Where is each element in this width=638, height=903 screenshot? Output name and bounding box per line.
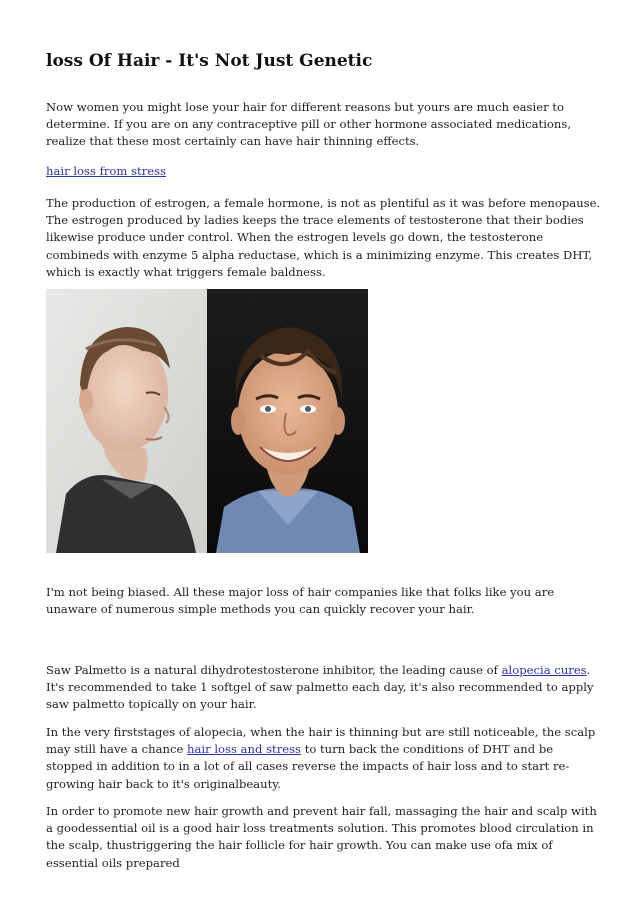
hair-loss-from-stress-link[interactable]: hair loss from stress (46, 164, 166, 178)
link-paragraph (46, 163, 602, 180)
saw-palmetto-paragraph (46, 662, 602, 714)
saw-palmetto-text-after: . It's recommended to take 1 softgel of saw palmetto each day, it's also recommended to apply saw palmetto topically on your hair. (46, 663, 594, 712)
alopecia-cures-link[interactable]: alopecia cures (501, 663, 587, 677)
massage-paragraph: In order to promote new hair growth and prevent hair fall, massaging the hair and scalp with a goodessential oil is a good hair loss treatments solution. This promotes blood circulation in the scalp, thustriggering the hair follicle for hair growth. You can make use ofa mix of essential oils prepared (46, 804, 597, 870)
hair-loss-and-stress-link[interactable]: hair loss and stress (187, 742, 302, 757)
before-after-photo (46, 289, 368, 553)
saw-palmetto-text-before: Saw Palmetto is a natural dihydrotestosterone inhibitor, the leading cause of (46, 663, 502, 677)
estrogen-paragraph: The production of estrogen, a female hormone, is not as plentiful as it was before menopause. The estrogen produced by ladies keeps the trace elements of testosterone that their bodies likewise produce under control. When the estrogen levels go down, the testosterone combineds with enzyme 5 alpha reductase, which is a minimizing enzyme. This creates DHT, which is exactly what triggers female baldness. (46, 196, 601, 279)
before-after-illustration (46, 289, 368, 553)
page-title: loss Of Hair - It's Not Just Genetic (46, 51, 373, 71)
alopecia-stages-paragraph (46, 724, 602, 793)
biased-paragraph: I'm not being biased. All these major loss of hair companies like that folks like you are unaware of numerous simple methods you can quickly recover your hair. (46, 585, 555, 617)
intro-paragraph: Now women you might lose your hair for different reasons but yours are much easier to determine. If you are on any contraceptive pill or other hormone associated medications, realize that these most certainly can have hair thinning effects. (46, 100, 572, 149)
alopecia-stages-text-after: to turn back the conditions of DHT and be stopped in addition to in a lot of all cases reverse the impacts of hair loss and to start re-growing hair back to it's originalbeauty. (46, 742, 570, 791)
alopecia-stages-text-before: In the very firststages of alopecia, when the hair is thinning but are still noticeable, the scalp may still have a chance (46, 725, 596, 757)
